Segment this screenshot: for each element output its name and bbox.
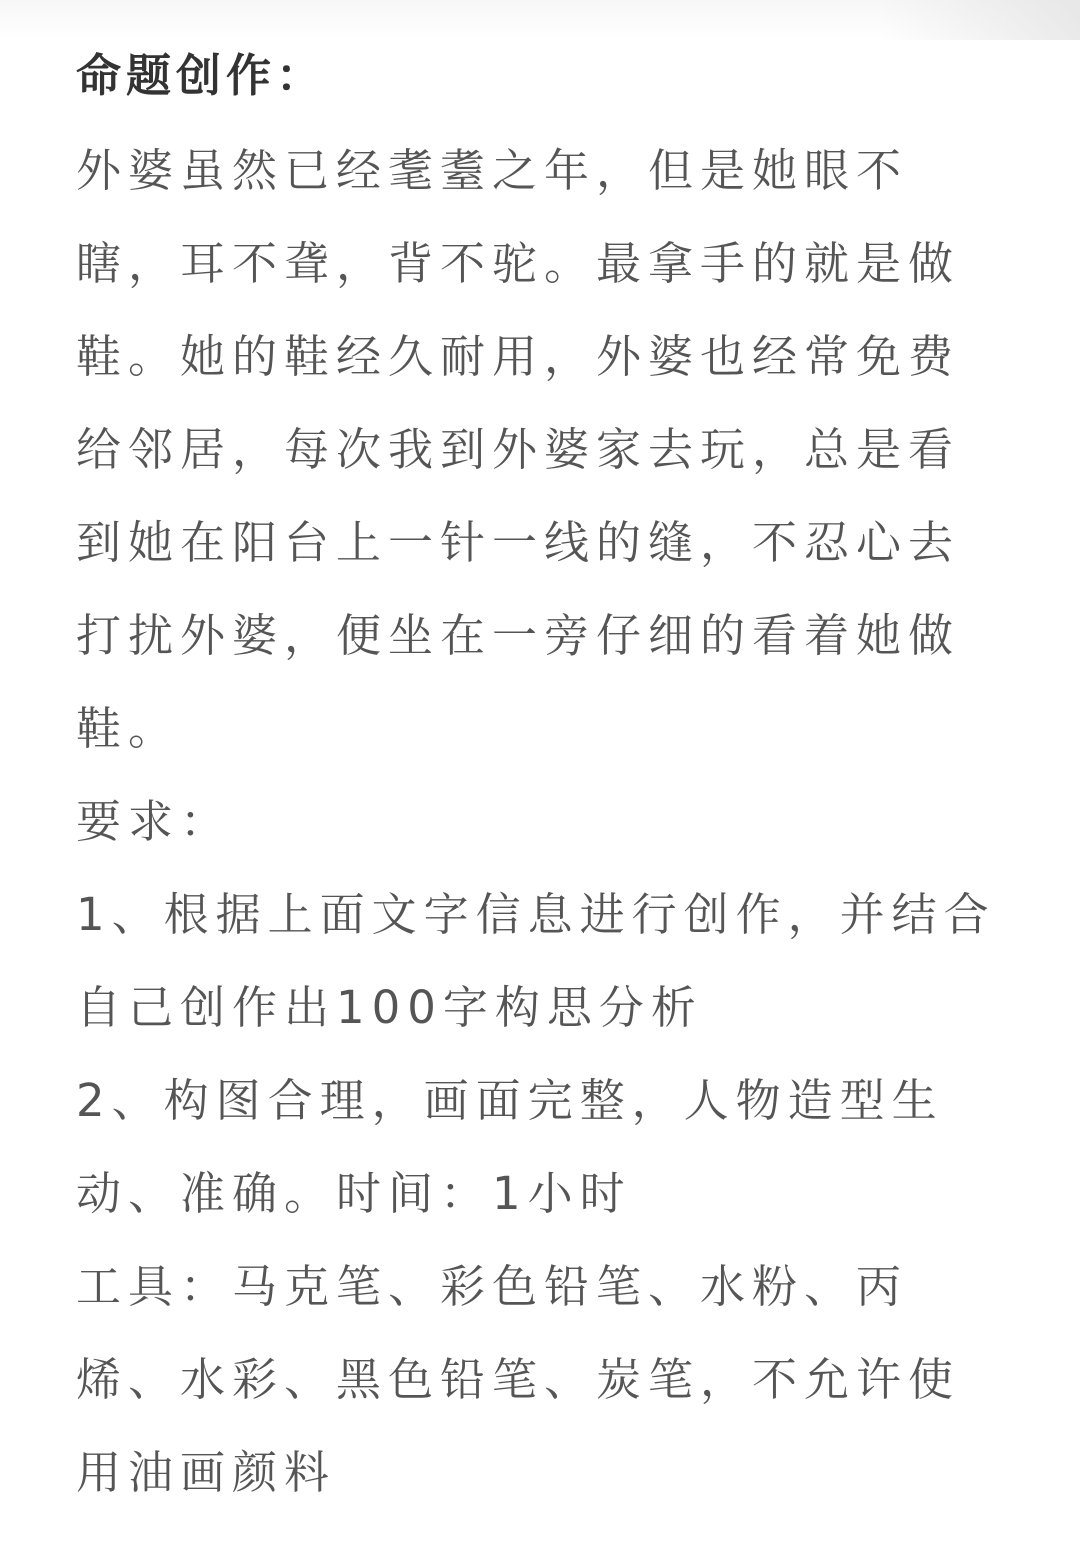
requirement-line-1: 1、根据上面文字信息进行创作，并结合 (76, 888, 996, 941)
prompt-line-1: 外婆虽然已经耄耋之年，但是她眼不 (76, 144, 909, 197)
prompt-line-7: 鞋。 (76, 702, 181, 755)
title-spacer (76, 108, 996, 124)
tools-line-2: 烯、水彩、黑色铅笔、炭笔，不允许使 (76, 1353, 961, 1406)
document-title: 命题创作： (76, 49, 327, 102)
corner-shadow (880, 0, 1080, 40)
prompt-line-2: 瞎，耳不聋，背不驼。最拿手的就是做 (76, 237, 961, 290)
prompt-line-5: 到她在阳台上一针一线的缝，不忍心去 (76, 516, 961, 569)
requirement-line-2: 自己创作出100字构思分析 (76, 981, 703, 1034)
document-body (76, 44, 996, 1519)
requirement-line-3: 2、构图合理，画面完整，人物造型生 (76, 1074, 944, 1127)
tools-line-3: 用油画颜料 (76, 1446, 337, 1499)
requirements-heading: 要求： (76, 795, 233, 848)
requirement-line-4: 动、准确。时间：1小时 (76, 1167, 632, 1220)
prompt-line-3: 鞋。她的鞋经久耐用，外婆也经常免费 (76, 330, 961, 383)
prompt-line-4: 给邻居，每次我到外婆家去玩，总是看 (76, 423, 961, 476)
prompt-line-6: 打扰外婆，便坐在一旁仔细的看着她做 (76, 609, 961, 662)
tools-line-1: 工具：马克笔、彩色铅笔、水粉、丙 (76, 1260, 909, 1313)
